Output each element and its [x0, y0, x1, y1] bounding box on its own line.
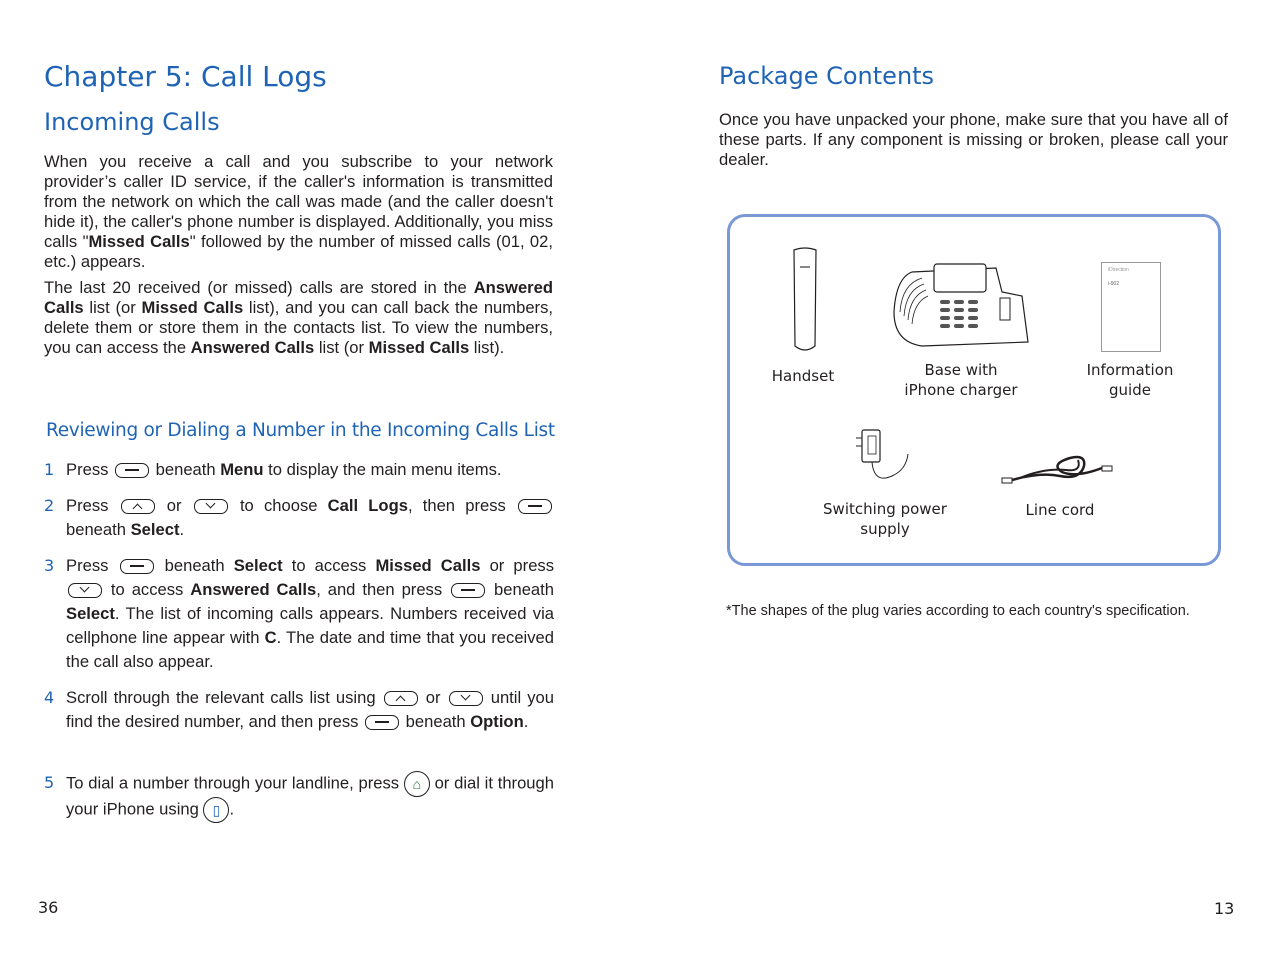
guide-label — [1070, 360, 1190, 400]
base-label-line-1: Base with — [924, 361, 998, 379]
guide-label-line-1: Information — [1086, 361, 1174, 379]
base-iphone-charger-image — [892, 262, 1030, 350]
step-text: To dial a number through your landline, press ⌂ or dial it through your iPhone using ▯ . — [66, 771, 554, 823]
incoming-calls-paragraph-2 — [44, 278, 553, 358]
paragraph-text: When you receive a call and you subscribe to your network provider’s caller ID service, if the caller's information is transmitted from the network on which the call was made (and the caller doesn't hide it), the caller's phone number is displayed. Additionally, you miss calls "Missed Calls" followed by the number of missed calls (01, 02, etc.) appears. — [44, 152, 553, 271]
line-cord-image — [1000, 450, 1114, 488]
bold-term: Select — [66, 604, 115, 623]
incoming-calls-paragraph-1 — [44, 152, 553, 272]
step-number: 5 — [44, 773, 55, 792]
step-2 — [44, 494, 554, 542]
guide-brand: iDirection — [1108, 267, 1129, 273]
soft-key-icon — [115, 463, 149, 478]
bold-term: Option — [470, 712, 524, 731]
step-3 — [44, 554, 554, 674]
bold-term: Answered Calls — [190, 580, 317, 599]
chapter-title: Chapter 5: Call Logs — [44, 60, 327, 93]
soft-key-icon — [451, 583, 485, 598]
soft-key-icon — [518, 499, 552, 514]
bold-term: C — [264, 628, 277, 647]
package-contents-title: Package Contents — [719, 62, 935, 90]
soft-key-icon — [120, 559, 154, 574]
step-text: Press or to choose Call Logs, then press beneath Select. — [66, 494, 554, 542]
line-cord-label: Line cord — [1025, 501, 1095, 519]
home-key-icon: ⌂ — [404, 771, 430, 797]
step-number: 2 — [44, 496, 55, 515]
power-supply-label — [815, 499, 955, 539]
bold-term: Missed Calls — [368, 338, 470, 357]
up-key-icon — [384, 691, 418, 706]
bold-term: Missed Calls — [88, 232, 190, 251]
power-label-line-1: Switching power — [823, 500, 947, 518]
step-4 — [44, 686, 554, 734]
iphone-key-icon: ▯ — [203, 797, 229, 823]
bold-term: Select — [233, 556, 283, 575]
step-number: 4 — [44, 688, 55, 707]
step-1 — [44, 458, 554, 482]
step-number: 1 — [44, 460, 55, 479]
down-key-icon — [194, 499, 228, 514]
bold-term: Missed Calls — [375, 556, 481, 575]
bold-term: Answered Calls — [44, 278, 553, 317]
base-label — [886, 360, 1036, 400]
paragraph-text: The last 20 received (or missed) calls are stored in the Answered Calls list (or Missed Calls list), and you can call back the numbers, delete them or store them in the contacts list. To view the numbers, you can access the Answered Calls list (or Missed Calls list). — [44, 278, 553, 357]
step-text: Press beneath Menu to display the main menu items. — [66, 460, 502, 479]
bold-term: Menu — [220, 460, 264, 479]
handset-image — [788, 246, 822, 356]
plug-footnote: *The shapes of the plug varies according to each country's specification. — [726, 603, 1190, 619]
up-key-icon — [121, 499, 155, 514]
step-number: 3 — [44, 556, 55, 575]
page-number-left: 36 — [38, 898, 59, 917]
section-title: Incoming Calls — [44, 108, 220, 136]
guide-model: i-902 — [1108, 281, 1120, 287]
bold-term: Call Logs — [327, 496, 408, 515]
subsection-title: Reviewing or Dialing a Number in the Incoming Calls List — [46, 420, 555, 441]
down-key-icon — [68, 583, 102, 598]
page-number-right: 13 — [1214, 899, 1235, 918]
intro-text: Once you have unpacked your phone, make sure that you have all of these parts. If any component is missing or broken, please call your dealer. — [719, 110, 1228, 169]
package-intro — [719, 110, 1228, 170]
bold-term: Answered Calls — [190, 338, 315, 357]
power-label-line-2: supply — [860, 520, 910, 538]
information-guide-image — [1101, 262, 1161, 352]
power-supply-image — [848, 426, 912, 492]
bold-term: Missed Calls — [141, 298, 244, 317]
bold-term: Select — [130, 520, 180, 539]
step-text: Press beneath Select to access Missed Calls or press to access Answered Calls, and then press beneath Select. The list of incoming calls appears. Numbers received via cellphone line appear with C. The date and time that you received the call also appear. — [66, 556, 555, 671]
handset-label: Handset — [771, 367, 835, 385]
soft-key-icon — [365, 715, 399, 730]
step-5 — [44, 771, 554, 823]
base-label-line-2: iPhone charger — [904, 381, 1018, 399]
step-text: Scroll through the relevant calls list using or until you find the desired number, and then press beneath Option. — [66, 688, 555, 731]
guide-label-line-2: guide — [1109, 381, 1151, 399]
down-key-icon — [449, 691, 483, 706]
